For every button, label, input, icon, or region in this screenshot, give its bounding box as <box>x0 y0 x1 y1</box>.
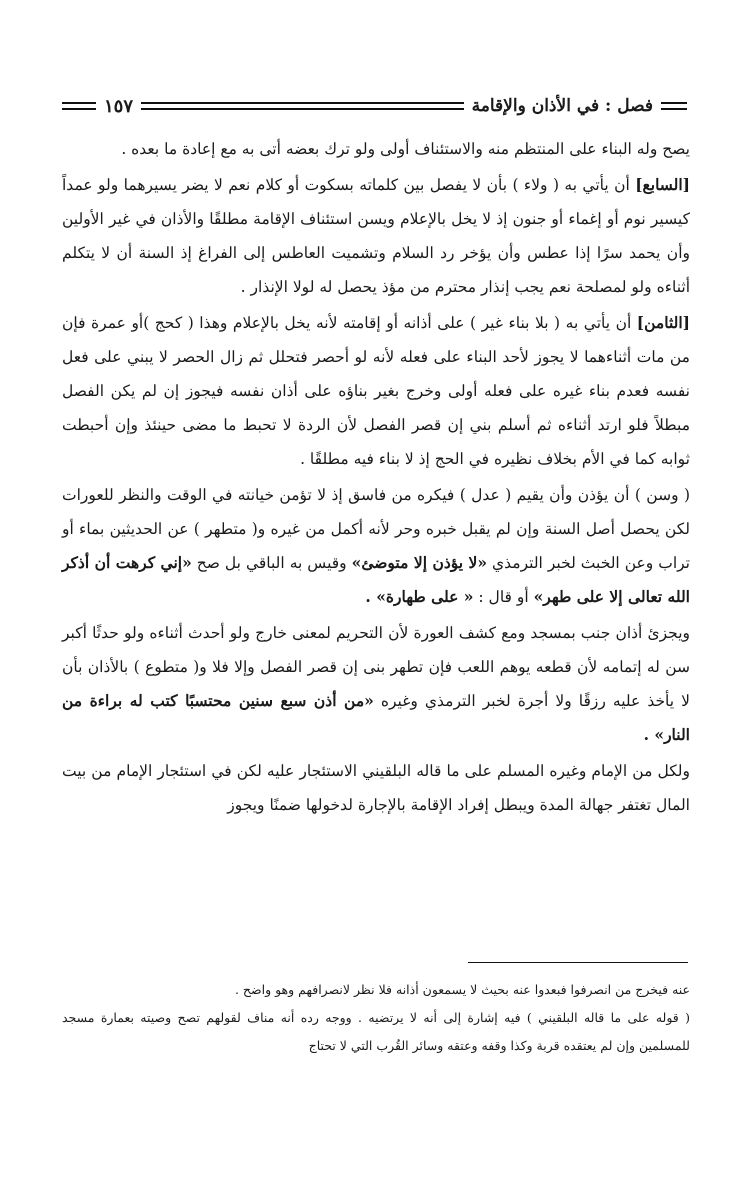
section-marker-seventh: [السابع] <box>635 175 690 194</box>
hadith-quote: «لا يؤذن إلا متوضئ» <box>351 553 488 572</box>
text-run: ( وسن ) أن يؤذن وأن يقيم ( عدل ) فيكره من فاسق إذ لا تؤمن خيانته في الوقت والنظر للعورات لكن يحصل أصل السنة وإن لم يقبل خبره وحر لأنه أكمل من غيره و( متطهر ) عن الحديثين بماء أو تراب وعن الخبث لخبر الترمذي <box>62 486 691 572</box>
running-header <box>62 92 687 120</box>
paragraph <box>62 478 690 614</box>
header-rule-left <box>62 102 96 110</box>
text-run: ولكل من الإمام وغيره المسلم على ما قاله البلقيني الاستئجار عليه لكن في استئجار الإمام من بيت المال تغتفر جهالة المدة ويبطل إفراد الإقامة بالإجارة لدخولها ضمنًا ويجوز <box>62 762 690 814</box>
paragraph <box>62 168 690 304</box>
chapter-title: فصل : في الأذان والإقامة <box>471 96 653 116</box>
text-run: أن يأتي به ( ولاء ) بأن لا يفصل بين كلماته بسكوت أو كلام نعم لا يضر يسيرهما ولو عمداً كيسير نوم أو إغماء أو جنون إذ لا يخل بالإعلام ويسن استئناف الإقامة مطلقًا والأذان في غير الأولين وأن يحمد سرًا إذا عطس وأن يؤخر رد السلام وتشميت العاطس إلى الفراغ إذ السنة أن لا يتكلم أثناءه ولو لمصلحة نعم يجب إنذار محترم من مؤذ يحصل له لولا الإنذار . <box>62 176 690 296</box>
footnote <box>62 1004 690 1060</box>
text-run: ويجزئ أذان جنب بمسجد ومع كشف العورة لأن التحريم لمعنى خارج ولو أحدث أثناءه ولو حدثًا أكبر سن له إتمامه لأن قطعه يوهم اللعب فإن تطهر بنى إن قصر الفصل وإلا فلا و( متطوع ) بالأذان بأن لا يأخذ عليه رزقًا ولا أجرة لخبر الترمذي وغيره <box>62 624 690 710</box>
section-marker-eighth: [الثامن] <box>636 313 690 332</box>
text-run: أو قال : <box>473 588 534 606</box>
hadith-quote: «إني كرهت أن أذكر الله تعالى إلا على طهر» <box>62 553 690 606</box>
paragraph <box>62 754 690 822</box>
main-text <box>62 132 690 824</box>
footnotes <box>62 976 690 1060</box>
hadith-quote: «من أذن سبع سنين محتسبًا كتب له براءة من النار» . <box>62 691 690 744</box>
header-rule-middle <box>141 102 464 110</box>
header-rule-right <box>661 102 687 110</box>
text-run: وقيس به الباقي بل صح <box>191 554 352 572</box>
footnote-separator <box>468 962 688 963</box>
hadith-quote: « على طهارة» . <box>365 587 474 606</box>
footnote-text: عنه فيخرج من انصرفوا فبعدوا عنه بحيث لا يسمعون أذانه فلا نظر لانصرافهم وهو واضح . <box>234 982 690 997</box>
footnote <box>62 976 690 1004</box>
paragraph <box>62 616 690 752</box>
page-number: ١٥٧ <box>104 95 134 117</box>
text-run: يصح وله البناء على المنتظم منه والاستئناف أولى ولو ترك بعضه أتى به مع إعادة ما بعده . <box>121 140 690 158</box>
footnote-text: ( قوله على ما قاله البلقيني ) فيه إشارة إلى أنه لا يرتضيه . ووجه رده أنه مناف لقولهم تصح وصيته بعمارة مسجد للمسلمين وإن لم يعتقده قربة وكذا وقفه وعتقه وسائر القُرب التي لا تحتاج <box>62 1010 690 1053</box>
paragraph <box>62 306 690 476</box>
paragraph <box>62 132 690 166</box>
text-run: أن يأتي به ( بلا بناء غير ) على أذانه أو إقامته لأنه يخل بالإعلام وهذا ( كحج )أو عمرة فإن من مات أثناءهما لا يجوز لأحد البناء على فعله لأنه لو أحصر فتحلل ثم زال الحصر لا يبني على فعل نفسه فعدم بناء غيره على فعله أولى وخرج بغير بناؤه على أذان نفسه فيجوز إن لم يكن الفصل مبطلاً فلو ارتد أثناءه ثم أسلم بني إن قصر الفصل لأن الردة لا تحبط ما مضى حينئذ وإن أحبطت ثوابه كما في الأم بخلاف نظيره في الحج إذ لا بناء فيه مطلقًا . <box>62 314 690 468</box>
